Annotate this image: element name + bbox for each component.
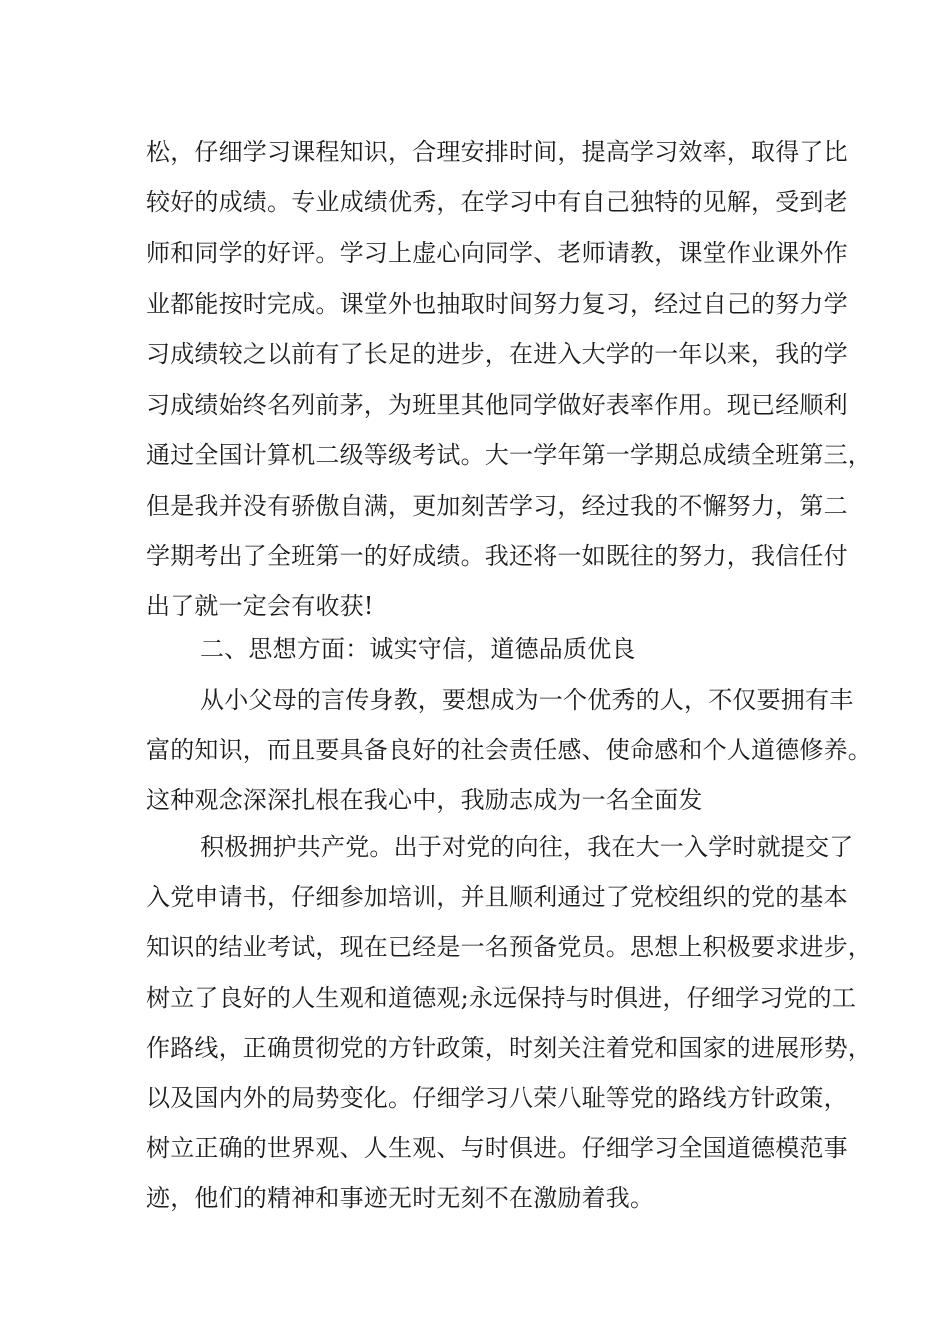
body-text-line: 松，仔细学习课程知识，合理安排时间，提高学习效率，取得了比	[146, 138, 848, 166]
body-text-line: 从小父母的言传身教，要想成为一个优秀的人，不仅要拥有丰	[200, 686, 854, 714]
body-text-line: 树立了良好的人生观和道德观;永远保持与时俱进，仔细学习党的工	[146, 984, 857, 1012]
body-text-line: 较好的成绩。专业成绩优秀，在学习中有自己独特的见解，受到老	[146, 188, 848, 216]
body-text-line: 出了就一定会有收获!	[146, 592, 374, 620]
body-text-line: 业都能按时完成。课堂外也抽取时间努力复习，经过自己的努力学	[146, 290, 848, 318]
body-text-line: 学期考出了全班第一的好成绩。我还将一如既往的努力，我信任付	[146, 542, 848, 570]
section-heading: 二、思想方面：诚实守信，道德品质优良	[200, 635, 636, 663]
body-text-line: 积极拥护共产党。出于对党的向往，我在大一入学时就提交了	[200, 833, 854, 861]
body-text-line: 以及国内外的局势变化。仔细学习八荣八耻等党的路线方针政策，	[146, 1084, 848, 1112]
body-text-line: 富的知识，而且要具备良好的社会责任感、使命感和个人道德修养。	[146, 736, 872, 764]
body-text-line: 入党申请书，仔细参加培训，并且顺利通过了党校组织的党的基本	[146, 883, 848, 911]
body-text-line: 迹，他们的精神和事迹无时无刻不在激励着我。	[146, 1184, 655, 1212]
body-text-line: 习成绩始终名列前茅，为班里其他同学做好表率作用。现已经顺利	[146, 391, 848, 419]
body-text-line: 通过全国计算机二级等级考试。大一学年第一学期总成绩全班第三，	[146, 441, 872, 469]
body-text-line: 知识的结业考试，现在已经是一名预备党员。思想上积极要求进步，	[146, 933, 872, 961]
body-text-line: 作路线，正确贯彻党的方针政策，时刻关注着党和国家的进展形势，	[146, 1034, 872, 1062]
body-text-line: 习成绩较之以前有了长足的进步，在进入大学的一年以来，我的学	[146, 340, 848, 368]
body-text-line: 这种观念深深扎根在我心中，我励志成为一名全面发	[146, 786, 703, 814]
body-text-line: 但是我并没有骄傲自满，更加刻苦学习，经过我的不懈努力，第二	[146, 492, 848, 520]
body-text-line: 树立正确的世界观、人生观、与时俱进。仔细学习全国道德模范事	[146, 1134, 848, 1162]
body-text-line: 师和同学的好评。学习上虚心向同学、老师请教，课堂作业课外作	[146, 239, 848, 267]
